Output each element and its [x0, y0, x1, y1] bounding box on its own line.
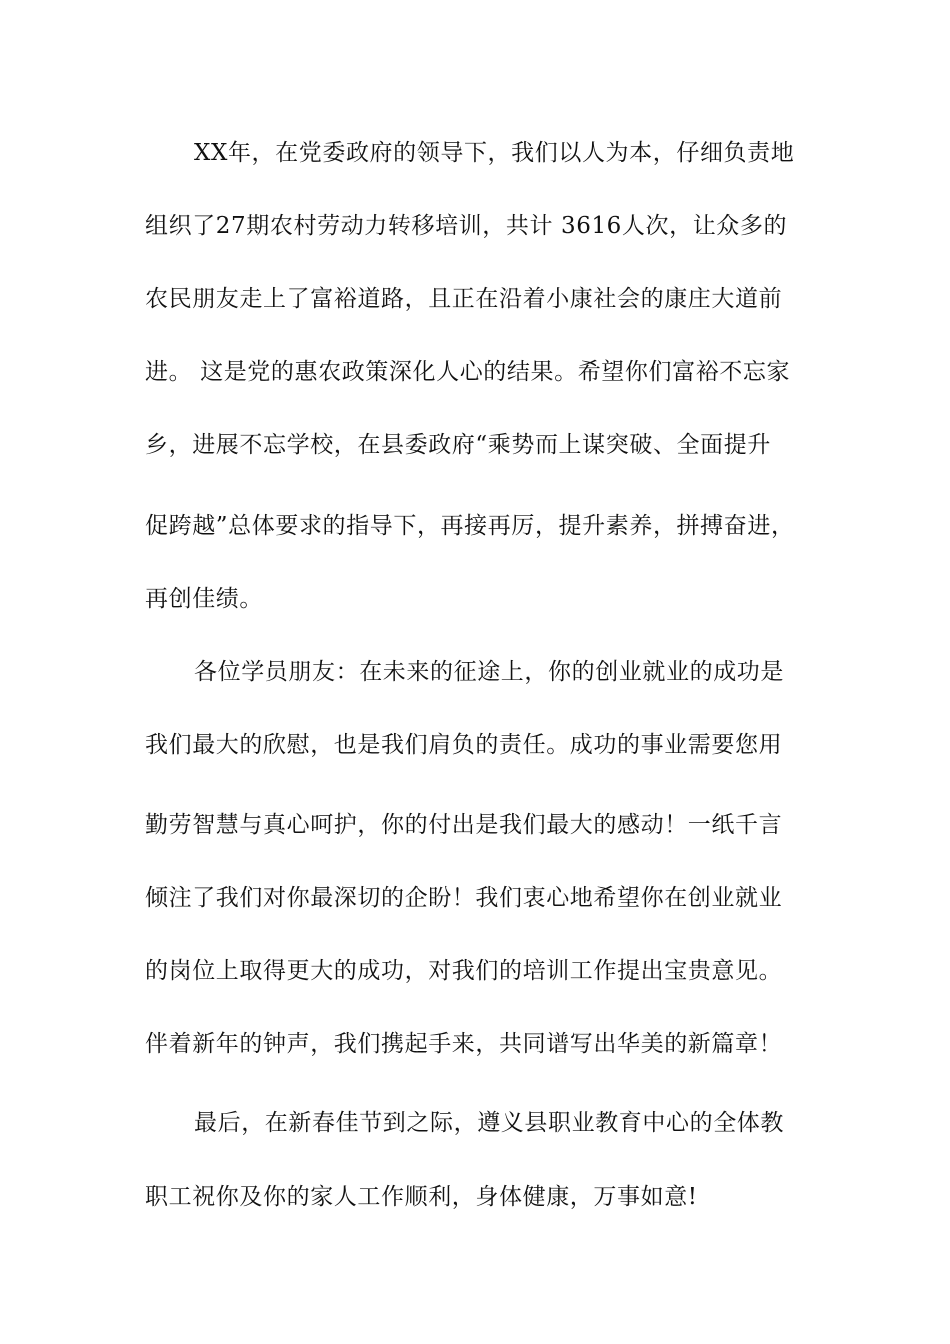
paragraph-1-line-6: 促跨越”总体要求的指导下，再接再厉，提升素养，拼搏奋进，	[145, 513, 795, 539]
paragraph-1-line-5: 乡，进展不忘学校，在县委政府“乘势而上谋突破、全面提升	[145, 432, 771, 458]
paragraph-1-line-1: XX年，在党委政府的领导下，我们以人为本，仔细负责地	[194, 140, 795, 166]
paragraph-2-line-4: 倾注了我们对你最深切的企盼！我们衷心地希望你在创业就业	[145, 885, 783, 911]
paragraph-3-line-2: 职工祝你及你的家人工作顺利，身体健康，万事如意!	[145, 1184, 698, 1210]
paragraph-2-line-6: 伴着新年的钟声，我们携起手来，共同谱写出华美的新篇章！	[145, 1031, 783, 1057]
paragraph-1-line-3: 农民朋友走上了富裕道路，且正在沿着小康社会的康庄大道前	[145, 286, 783, 312]
paragraph-2-line-5: 的岗位上取得更大的成功，对我们的培训工作提出宝贵意见。	[145, 958, 783, 984]
paragraph-2-line-3: 勤劳智慧与真心呵护，你的付出是我们最大的感动！一纸千言	[145, 812, 783, 838]
paragraph-2-line-1: 各位学员朋友：在未来的征途上，你的创业就业的成功是	[194, 659, 784, 685]
paragraph-3-line-1: 最后，在新春佳节到之际，遵义县职业教育中心的全体教	[194, 1110, 784, 1136]
paragraph-1-line-7: 再创佳绩。	[145, 586, 263, 612]
paragraph-2-line-2: 我们最大的欣慰，也是我们肩负的责任。成功的事业需要您用	[145, 732, 783, 758]
paragraph-1-line-2: 组织了27期农村劳动力转移培训，共计 3616人次，让众多的	[145, 213, 788, 239]
paragraph-1-line-4: 进。 这是党的惠农政策深化人心的结果。希望你们富裕不忘家	[145, 359, 791, 385]
